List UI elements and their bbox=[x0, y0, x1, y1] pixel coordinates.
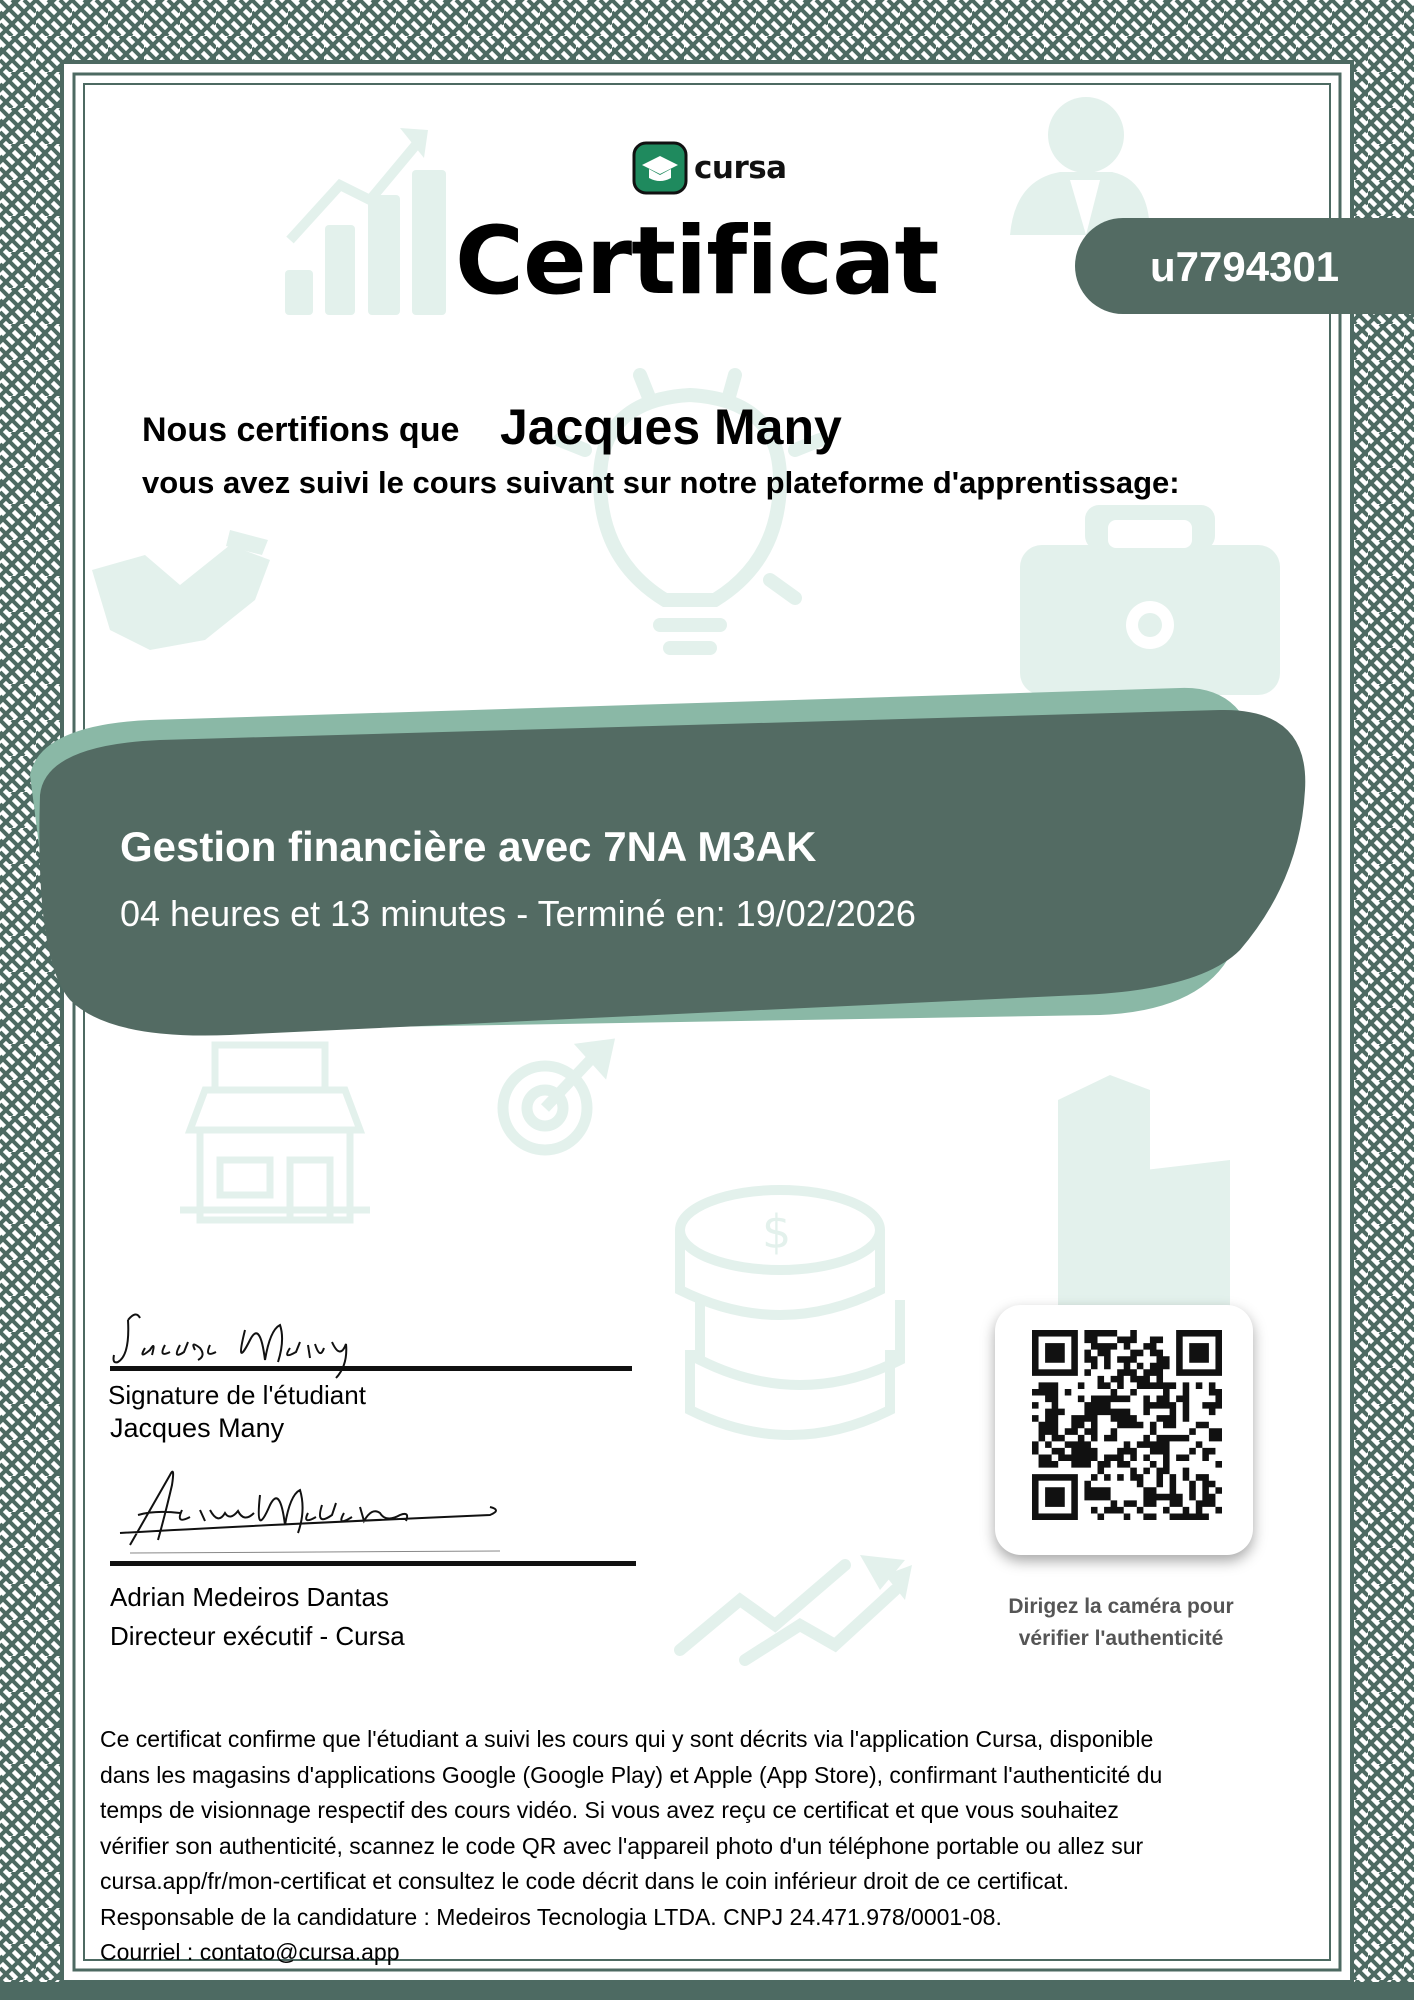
qr-caption-line1: Dirigez la caméra pour bbox=[1008, 1595, 1234, 1618]
target-icon bbox=[503, 1045, 608, 1150]
footer-line: vérifier son authenticité, scannez le code QR avec l'appareil photo d'un téléphone portable ou allez sur bbox=[100, 1832, 1144, 1859]
course-name: Gestion financière avec 7NA M3AK bbox=[120, 823, 817, 870]
businessman-icon bbox=[1010, 97, 1150, 235]
svg-text:$: $ bbox=[762, 1205, 792, 1259]
footer-line: dans les magasins d'applications Google (Google Play) et Apple (App Store), confirmant l'authenticité du bbox=[100, 1761, 1163, 1788]
director-role: Directeur exécutif - Cursa bbox=[110, 1621, 405, 1651]
intro-line2: vous avez suivi le cours suivant sur notre plateforme d'apprentissage: bbox=[142, 465, 1180, 500]
handshake-icon bbox=[92, 530, 270, 650]
qr-finder-pattern bbox=[1179, 1333, 1218, 1372]
trend-arrows-icon bbox=[680, 1555, 912, 1660]
shop-icon bbox=[180, 1045, 370, 1220]
certificate-title: Certificat bbox=[455, 207, 939, 316]
footer-line: cursa.app/fr/mon-certificat et consultez le code décrit dans le coin inférieur droit de ce certificat. bbox=[100, 1868, 1070, 1894]
student-signature-label: Signature de l'étudiant bbox=[108, 1380, 366, 1410]
certificate-code: u7794301 bbox=[1150, 243, 1340, 290]
student-signature-name: Jacques Many bbox=[110, 1413, 285, 1443]
student-name: Jacques Many bbox=[500, 399, 842, 455]
director-signature-graphic bbox=[110, 1455, 510, 1565]
intro-prefix: Nous certifions que bbox=[142, 411, 460, 449]
footer-line: temps de visionnage respectif des cours vidéo. Si vous avez reçu ce certificat et que vous souhaitez bbox=[100, 1797, 1119, 1823]
coins-icon bbox=[680, 1190, 900, 1435]
growth-chart-icon bbox=[285, 128, 446, 315]
director-name: Adrian Medeiros Dantas bbox=[110, 1582, 389, 1612]
briefcase-icon bbox=[1020, 505, 1280, 695]
footer-line: Responsable de la candidature : Medeiros Tecnologia LTDA. CNPJ 24.471.978/0001-08. bbox=[100, 1903, 1002, 1930]
footer-line: Courriel : contato@cursa.app bbox=[100, 1939, 400, 1965]
cursa-logo bbox=[632, 140, 787, 196]
director-signature-line bbox=[110, 1561, 636, 1566]
buildings-icon bbox=[1058, 1075, 1230, 1310]
qr-finder-pattern bbox=[1035, 1333, 1074, 1372]
qr-caption-line2: vérifier l'authenticité bbox=[1018, 1627, 1224, 1650]
logo-text: cursa bbox=[694, 150, 787, 186]
course-details: 04 heures et 13 minutes - Terminé en: 19/02/2026 bbox=[120, 893, 916, 934]
footer-disclaimer bbox=[100, 1722, 1300, 1971]
qr-finder-pattern bbox=[1035, 1477, 1074, 1516]
footer-line: Ce certificat confirme que l'étudiant a suivi les cours qui y sont décrits via l'application Cursa, disponible bbox=[100, 1726, 1154, 1752]
qr-code[interactable] bbox=[1032, 1330, 1222, 1520]
graduation-cap-icon bbox=[632, 141, 688, 195]
student-signature-line bbox=[110, 1366, 632, 1371]
